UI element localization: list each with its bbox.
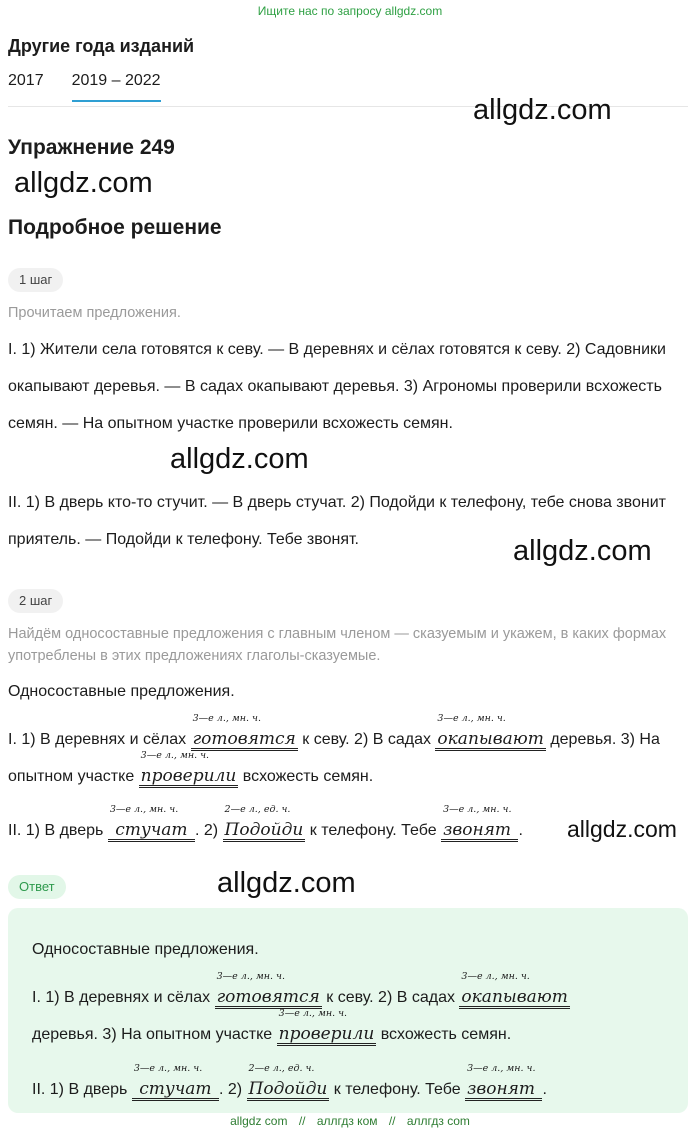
predicate-gotovyatsya: 3—е л., мн. ч. готовятся [216,971,320,1007]
step-2-line-2: опытном участке 3—е л., мн. ч. проверили всхожесть семян. [8,750,374,786]
footer-link[interactable]: allgdz com [230,1114,288,1128]
top-banner: Ищите нас по запросу allgdz.com [257,4,443,18]
step-2-badge: 2 шаг [8,589,63,613]
footer-link[interactable]: аллгдз com [406,1114,470,1128]
predicate-zvonyat: 3—е л., мн. ч. звонят [465,1080,542,1101]
watermark: allgdz.com [567,816,677,842]
solution-title: Подробное решение [8,216,222,239]
footer-separator: // [298,1114,306,1128]
step-2-line-1: I. 1) В деревнях и сёлах 3—е л., мн. ч. готовятся к севу. 2) В садах 3—е л., мн. ч. окапывают деревья. 3) На [8,713,660,749]
step-1-text-2: II. 1) В дверь кто-то стучит. — В дверь стучат. 2) Подойди к телефону, тебе снова звонит приятель. — Подойди к телефону. Тебе звонят. [8,494,666,548]
footer-link[interactable]: аллгдз ком [316,1114,378,1128]
predicate-okapyvayut: 3—е л., мн. ч. окапывают [461,971,568,1007]
predicate-podoydi: 2—е л., ед. ч. Подойди [248,1063,328,1099]
predicate-podoydi: 2—е л., ед. ч. Подойди [224,804,304,840]
edition-tabs [8,72,161,102]
answer-line-1: I. 1) В деревнях и сёлах 3—е л., мн. ч. готовятся к севу. 2) В садах 3—е л., мн. ч. окапывают [32,971,568,1007]
step-2-hint: Найдём односоставные предложения с главным членом — сказуемым и укажем, в каких формах употреблены в этих предложениях глаголы-сказуемые. [8,626,667,664]
step-2-line-3: II. 1) В дверь 3—е л., мн. ч. стучат . 2) 2—е л., ед. ч. Подойди к телефону. Тебе 3—е л., мн. ч. звонят . [8,804,523,840]
answer-intro: Односоставные предложения. [32,941,259,958]
editions-heading: Другие года изданий [8,36,195,56]
tab-2019-2022[interactable]: 2019 – 2022 [72,72,161,102]
answer-line-3: II. 1) В дверь 3—е л., мн. ч. стучат . 2) 2—е л., ед. ч. Подойди к телефону. Тебе 3—е л., мн. ч. звонят . [32,1063,547,1099]
answer-badge: Ответ [8,875,66,899]
exercise-title: Упражнение 249 [8,136,175,159]
predicate-gotovyatsya: 3—е л., мн. ч. готовятся [192,713,296,749]
predicate-proverili: 3—е л., мн. ч. проверили [140,750,237,786]
step-2-intro: Односоставные предложения. [8,683,235,700]
step-1-hint: Прочитаем предложения. [8,305,181,321]
predicate-stuchat: 3—е л., мн. ч. стучат [132,1080,219,1101]
footer [0,1114,700,1128]
predicate-okapyvayut: 3—е л., мн. ч. окапывают [437,713,544,749]
watermark: allgdz.com [170,443,309,475]
watermark: allgdz.com [473,94,612,126]
footer-separator: // [388,1114,396,1128]
predicate-proverili: 3—е л., мн. ч. проверили [278,1008,375,1044]
watermark: allgdz.com [513,535,652,567]
tab-2017[interactable]: 2017 [8,72,44,89]
answer-line-2: деревья. 3) На опытном участке 3—е л., мн. ч. проверили всхожесть семян. [32,1008,512,1044]
predicate-zvonyat: 3—е л., мн. ч. звонят [441,821,518,842]
watermark: allgdz.com [14,167,153,199]
predicate-stuchat: 3—е л., мн. ч. стучат [108,821,195,842]
step-1-badge: 1 шаг [8,268,63,292]
step-1-text-1: I. 1) Жители села готовятся к севу. — В деревнях и сёлах готовятся к севу. 2) Садовники окапывают деревья. — В садах окапывают деревья. 3) Агрономы проверили всхожесть семян. — На опытном участке проверили всхожесть семян. [8,341,666,432]
watermark: allgdz.com [217,867,356,899]
